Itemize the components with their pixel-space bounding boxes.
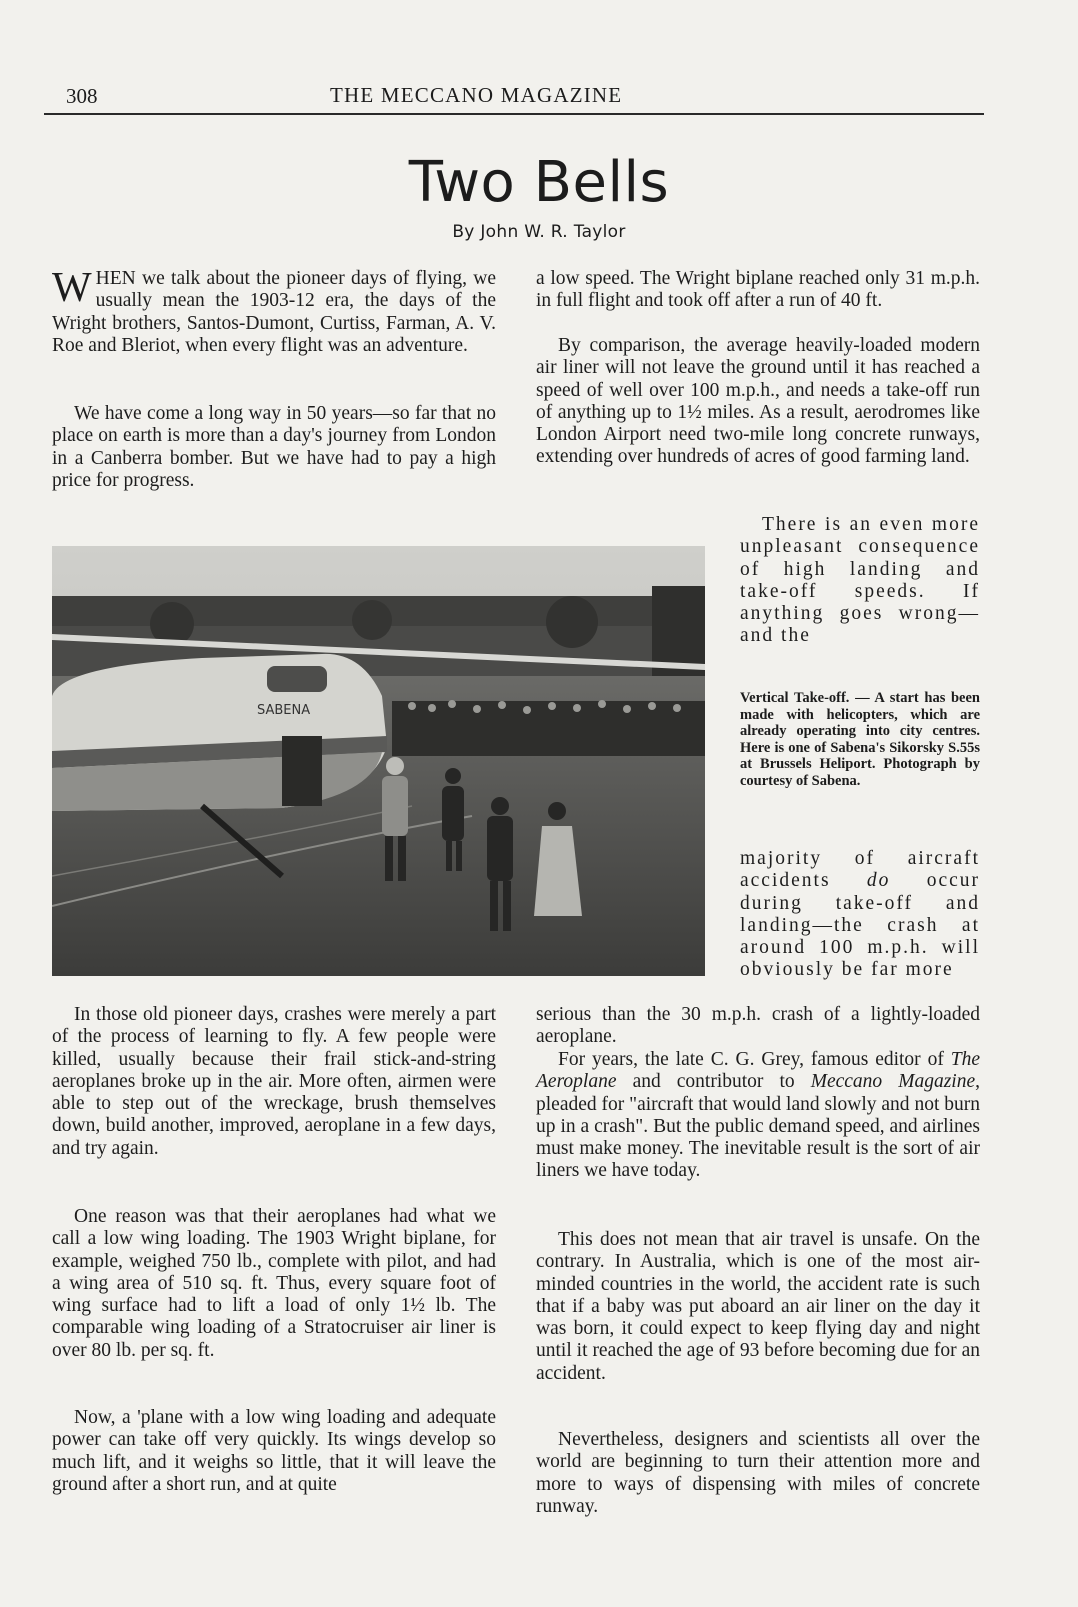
paragraph-9-text-a: majority of aircraft accidents (740, 848, 980, 892)
paragraph-7: By comparison, the average heavily-loaded modern air liner will not leave the ground until it has reached a speed of well over 100 m.p.h., and needs a take-off run of anything up to 1½ miles. As a result, aerodromes like London Airport need two-mile long concrete runways, extending over hundreds of acres of good farming land. (536, 335, 980, 468)
paragraph-9-emphasis: do (866, 870, 891, 892)
paragraph-6: a low speed. The Wright biplane reached only 31 m.p.h. in full flight and took off after a run of 40 ft. (536, 268, 980, 312)
paragraph-2: We have come a long way in 50 years—so far that no place on earth is more than a day's journey from London in a Canberra bomber. But we have had to pay a high price for progress. (52, 403, 496, 491)
paragraph-1-text: HEN we talk about the pioneer days of flying, we usually mean the 1903-12 era, the days of the Wright brothers, Santos-Dumont, Curtiss, Farman, A. V. Roe and Bleriot, when every flight was an adventure. (52, 268, 496, 356)
paragraph-11: This does not mean that air travel is unsafe. On the contrary. In Australia, which is one of the most air-minded countries in the world, the accident rate is such that if a baby was put aboard an air liner on the day it was born, it could expect to keep flying day and night until it reached the age of 93 before becoming due for an accident. (536, 1229, 980, 1384)
paragraph-12: Nevertheless, designers and scientists all over the world are beginning to turn their attention more and more to ways of dispensing with miles of concrete runway. (536, 1429, 980, 1517)
aeroplane-title: The Aeroplane (536, 1049, 980, 1093)
meccano-magazine-title: Meccano Magazine (810, 1071, 976, 1093)
paragraph-10-text-b: and contributor to (616, 1071, 811, 1093)
paragraph-4: One reason was that their aeroplanes had what we call a low wing loading. The 1903 Wright biplane, for example, weighed 750 lb., complete with pilot, and had a wing area of 510 sq. ft. Thus, every square foot of wing surface had to lift a load of only 1½ lb. The comparable wing loading of a Stratocruiser air liner is over 80 lb. per sq. ft. (52, 1206, 496, 1361)
paragraph-9 (740, 848, 980, 982)
article-title: Two Bells (408, 150, 670, 215)
helicopter-photo-illustration (52, 546, 705, 976)
photo-caption: Vertical Take-off. — A start has been made with helicopters, which are already operating into city centres. Here is one of Sabena's Sikorsky S.55s at Brussels Heliport. Photograph by courtesy of Sabena. (740, 690, 980, 789)
paragraph-1 (52, 265, 496, 357)
crowd (392, 701, 705, 756)
page-number: 308 (66, 84, 98, 108)
running-head: THE MECCANO MAGAZINE (330, 83, 623, 107)
article-byline: By John W. R. Taylor (452, 222, 626, 242)
paragraph-9-text-b: occur during take-off and landing—the crash at around 100 m.p.h. will obviously be far more (740, 870, 980, 981)
drop-cap: W (52, 265, 92, 311)
helicopter-photo (52, 546, 705, 976)
paragraph-10-text-c: , pleaded for "aircraft that would land slowly and not burn up in a crash". But the public demand speed, and airlines must make money. The inevitable result is the sort of air liners we have today. (536, 1071, 980, 1182)
paragraph-3: In those old pioneer days, crashes were merely a part of the process of learning to fly. A few people were killed, usually because their frail stick-and-string aeroplanes broke up in the air. More often, airmen were able to step out of the wreckage, brush themselves down, build another, improved, aeroplane in a few days, and try again. (52, 1004, 496, 1159)
paragraph-10-text-a: For years, the late C. G. Grey, famous editor of (558, 1049, 951, 1070)
fuselage-lettering: SABENA (257, 703, 311, 718)
paragraph-10 (536, 1049, 980, 1183)
paragraph-8: There is an even more unpleasant consequence of high landing and take-off speeds. If anything goes wrong—and the (740, 514, 980, 647)
header-rule (44, 113, 984, 115)
paragraph-5: Now, a 'plane with a low wing loading and adequate power can take off very quickly. Its wings develop so much lift, and it weighs so little, that it will leave the ground after a short run, and at quite (52, 1407, 496, 1495)
paragraph-9-continued: serious than the 30 m.p.h. crash of a lightly-loaded aeroplane. (536, 1004, 980, 1048)
